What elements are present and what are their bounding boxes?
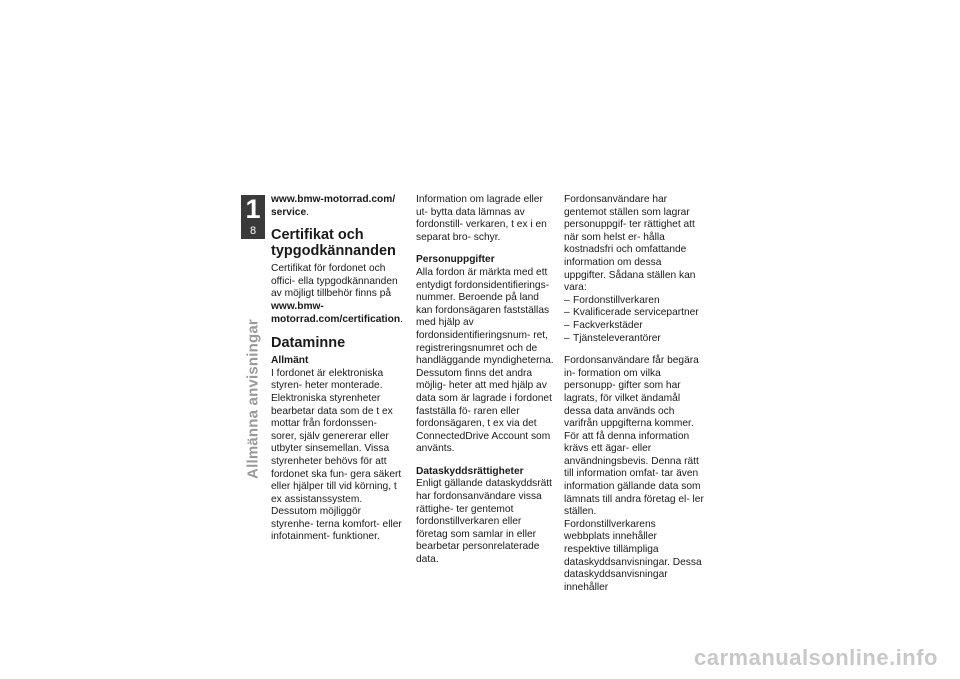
list-item: – Tjänsteleverantörer (564, 333, 704, 346)
list-item: – Fackverkstäder (564, 320, 704, 333)
general-heading: Allmänt (271, 355, 309, 367)
data-rights-paragraph: Enligt gällande dataskyddsrätt har fordonsanvändare vissa rättighe- ter gentemot fordonstillverkaren eller företag som samlar in eller bearbetar personrelaterade data. (416, 478, 552, 566)
data-memory-heading: Dataminne (271, 335, 346, 352)
website-link[interactable]: www.bmw-motorrad.com/ service (271, 194, 396, 218)
text-column-1 (271, 194, 405, 544)
certificate-paragraph: Certifikat för fordonet och offici- ella typgodkännanden av möjligt tillbehör finns på www.bmw- motorrad.com/certification. (271, 263, 403, 325)
intro-paragraph: www.bmw-motorrad.com/ service. (271, 194, 396, 218)
watermark: carmanualsonline.info (694, 645, 938, 670)
request-paragraph: Fordonsanvändare får begära in- formation om vilka personupp- gifter som har lagrats, för vilket ändamål dessa data används och varifrån uppgifterna kommer. För att få denna information krävs ett ägar- eller användningsbevis. Denna rätt till information omfat- tar även information gällande data som lämnats till andra företag el- ler ställen. (564, 355, 704, 518)
list-item: – Kvalificerade servicepartner (564, 307, 704, 320)
certificate-heading: Certifikat och typgodkännanden (271, 227, 396, 260)
info-paragraph: Information om lagrade eller ut- bytta data lämnas av fordonstill- verkaren, t ex i en separat bro- schyr. (416, 194, 547, 243)
text-column-2 (416, 194, 554, 567)
certification-link[interactable]: www.bmw- motorrad.com/certification (271, 300, 401, 325)
chapter-title: Allmänna anvisningar (244, 319, 262, 479)
rights-paragraph: Fordonsanvändare har gentemot ställen som lagrar personuppgif- ter rättighet att när som helst er- hålla kostnadsfri och omfattande information om dessa uppgifter. Sådana ställen kan vara: (564, 194, 696, 294)
website-paragraph: Fordonstillverkarens webbplats innehåller respektive tillämpliga dataskyddsanvisningar. Dessa dataskyddsanvisningar innehåller (564, 518, 702, 593)
data-rights-heading: Dataskyddsrättigheter (416, 465, 524, 477)
personal-data-heading: Personuppgifter (416, 254, 495, 266)
personal-data-paragraph: Alla fordon är märkta med ett entydigt fordonsidentifierings- nummer. Beroende på land kan fordonsägaren fastställas med hjälp av fordonsidentifieringsnum- ret, registreringsnumret och de handläggande myndigheterna. Dessutom finns det andra möjlig- heter att med hjälp av data som är lagrade i fordonet fastställa fö- raren eller fordonsägaren, t ex via det ConnectedDrive Account som använts. (416, 266, 554, 455)
chapter-number: 1 (245, 194, 261, 224)
text-column-3 (564, 194, 704, 594)
list-item: – Fordonstillverkaren (564, 295, 704, 308)
general-paragraph: I fordonet är elektroniska styren- heter monterade. Elektroniska styrenheter bearbetar data som de t ex mottar från fordonssen- sorer, själv genererar eller utbyter sinsemellan. Vissa styrenheter behövs för att fordonet ska fun- gera säkert eller hjälper till vid körning, t ex assistanssystem. Dessutom möjliggör styrenhe- terna komfort- eller infotainment- funktioner. (271, 367, 402, 543)
page-number: 8 (249, 225, 257, 237)
data-holder-list (564, 295, 704, 345)
